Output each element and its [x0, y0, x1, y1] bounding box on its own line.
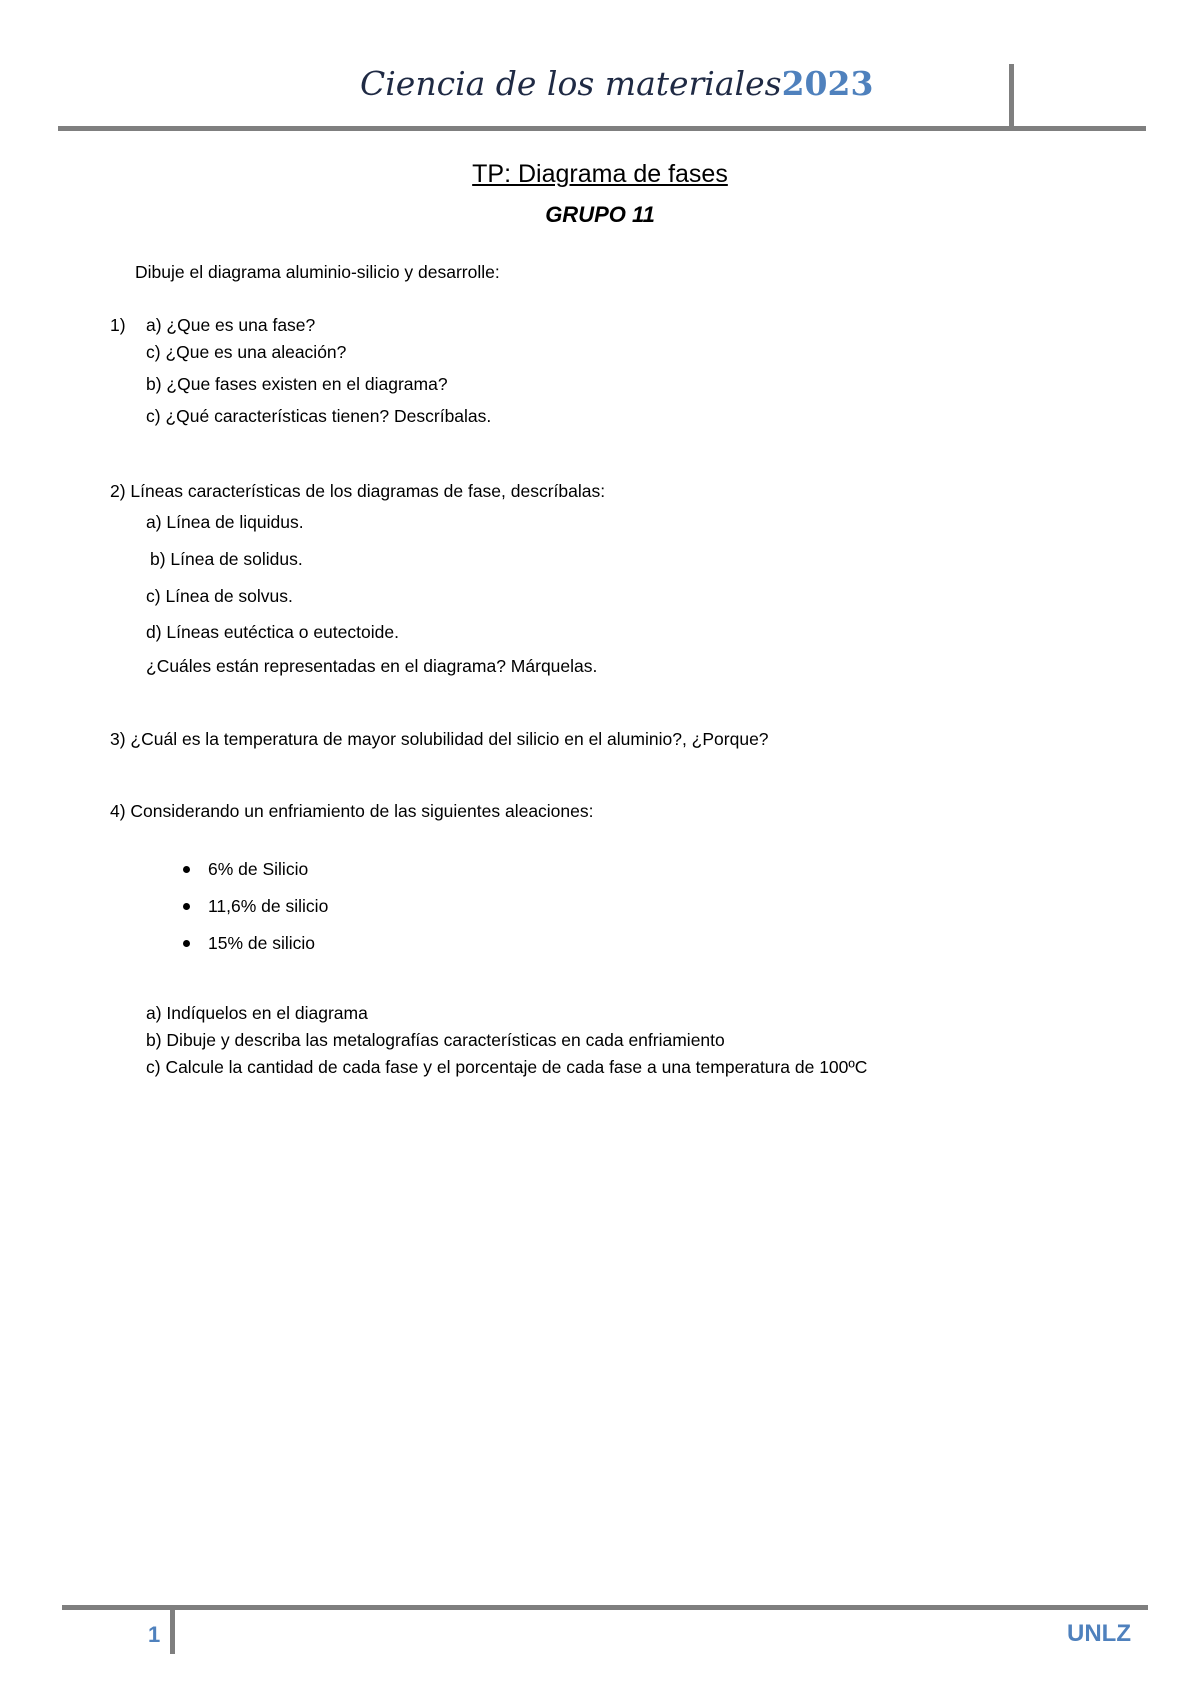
document-title: TP: Diagrama de fases [472, 160, 728, 188]
page-number: 1 [148, 1622, 161, 1647]
q4-alloy-3: 15% de silicio [208, 933, 315, 953]
q4-item-b: b) Dibuje y describa las metalografías características en cada enfriamiento [146, 1030, 725, 1050]
q2-heading: 2) Líneas características de los diagramas de fase, descríbalas: [110, 481, 606, 501]
header-year: 2023 [781, 64, 874, 103]
q1-item-a: a) ¿Que es una fase? [146, 315, 316, 335]
footer-org: UNLZ [1067, 1620, 1131, 1647]
footer-vertical-bar [170, 1610, 175, 1654]
q2-item-b: b) Línea de solidus. [150, 549, 303, 569]
q2-item-c: c) Línea de solvus. [146, 586, 293, 606]
header-vertical-bar [1009, 64, 1014, 126]
q3-text: 3) ¿Cuál es la temperatura de mayor solubilidad del silicio en el aluminio?, ¿Porque? [110, 729, 769, 749]
q4-item-c: c) Calcule la cantidad de cada fase y el porcentaje de cada fase a una temperatura de 100ºC [146, 1057, 868, 1077]
bullet-icon [183, 940, 190, 947]
header-course-name: Ciencia de los materiales [360, 64, 782, 103]
q1-item-c1: c) ¿Que es una aleación? [146, 342, 347, 362]
q1-item-c2: c) ¿Qué características tienen? Descríbalas. [146, 406, 492, 426]
q4-alloy-2: 11,6% de silicio [208, 896, 329, 916]
footer-rule [62, 1605, 1148, 1610]
q1-number: 1) [110, 315, 126, 335]
header-title [360, 64, 873, 103]
q2-question: ¿Cuáles están representadas en el diagrama? Márquelas. [146, 656, 598, 676]
q4-item-a: a) Indíquelos en el diagrama [146, 1003, 368, 1023]
q1-item-b: b) ¿Que fases existen en el diagrama? [146, 374, 448, 394]
q4-alloy-1: 6% de Silicio [208, 859, 309, 879]
intro-text: Dibuje el diagrama aluminio-silicio y desarrolle: [135, 262, 500, 282]
q2-item-a: a) Línea de liquidus. [146, 512, 304, 532]
header-rule [58, 126, 1146, 131]
q4-heading: 4) Considerando un enfriamiento de las siguientes aleaciones: [110, 801, 594, 821]
group-title: GRUPO 11 [545, 202, 655, 227]
q2-item-d: d) Líneas eutéctica o eutectoide. [146, 622, 399, 642]
bullet-icon [183, 903, 190, 910]
bullet-icon [183, 866, 190, 873]
